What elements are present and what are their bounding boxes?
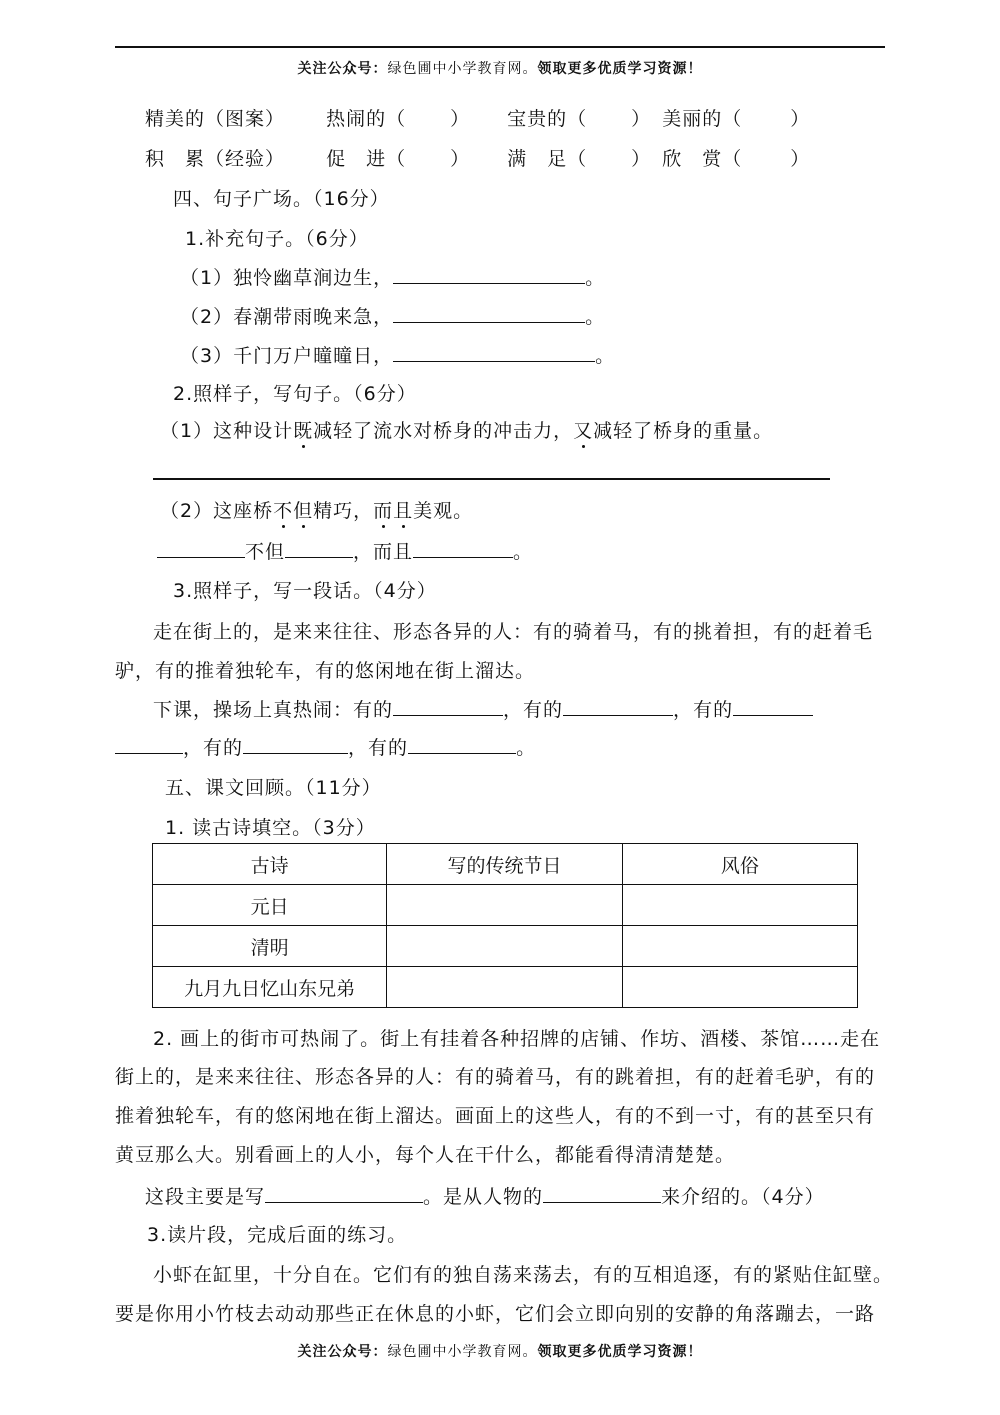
poem-name-cell: 元日 bbox=[153, 885, 387, 926]
table-row bbox=[153, 885, 858, 926]
table-header: 写的传统节日 bbox=[387, 844, 622, 885]
s5-q3-line-2: 要是你用小竹枝去动动那些正在休息的小虾，它们会立即向别的安静的角落蹦去，一路 bbox=[115, 1303, 876, 1325]
answer-cell[interactable] bbox=[622, 885, 857, 926]
answer-blank[interactable] bbox=[563, 697, 673, 716]
table-header: 古诗 bbox=[153, 844, 387, 885]
poem-table bbox=[152, 843, 858, 1008]
s4-q1-item-1: （1）独怜幽草涧边生， 。 bbox=[180, 267, 606, 289]
s4-q2-fill: 不但 ，而且 。 bbox=[157, 537, 533, 564]
s5-q2-line-2: 街上的，是来来往往、形态各异的人：有的骑着马，有的跳着担，有的赶着毛驴，有的 bbox=[115, 1066, 876, 1088]
s4-q1-item-3: （3）千门万户曈曈日， 。 bbox=[180, 345, 616, 367]
s5-q3-line-1: 小虾在缸里，十分自在。它们有的独自荡来荡去，有的互相追逐，有的紧贴住缸壁。 bbox=[153, 1264, 894, 1286]
s4-q2-example-1: （1）这种设计既减轻了流水对桥身的冲击力，又减轻了桥身的重量。 bbox=[160, 420, 774, 442]
table-header-row bbox=[153, 844, 858, 885]
vocab-row-1: 精美的（图案） 热闹的（ ） 宝贵的（ ） 美丽的（ ） bbox=[145, 108, 811, 130]
poem-name-cell: 清明 bbox=[153, 926, 387, 967]
answer-blank[interactable] bbox=[285, 539, 353, 558]
s5-q2-fill: 这段主要是写 。是从人物的 来介绍的。（4分） bbox=[145, 1186, 825, 1208]
s4-q3-title: 3.照样子，写一段话。（4分） bbox=[173, 580, 437, 602]
s4-q2-example-2: （2）这座桥不但精巧，而且美观。 bbox=[160, 500, 474, 522]
answer-blank[interactable] bbox=[408, 735, 516, 754]
s5-q2-line-3: 推着独轮车，有的悠闲地在街上溜达。画面上的这些人，有的不到一寸，有的甚至只有 bbox=[115, 1105, 876, 1127]
s4-q2-title: 2.照样子，写句子。（6分） bbox=[173, 383, 417, 405]
page-footer: 关注公众号：绿色圃中小学教育网。领取更多优质学习资源！ bbox=[297, 1344, 703, 1360]
answer-cell[interactable] bbox=[622, 926, 857, 967]
table-row bbox=[153, 967, 858, 1008]
table-header: 风俗 bbox=[622, 844, 857, 885]
answer-line[interactable] bbox=[153, 478, 830, 480]
s4-q1-item-2: （2）春潮带雨晚来急， 。 bbox=[180, 306, 606, 328]
answer-blank[interactable] bbox=[243, 735, 348, 754]
poem-name-cell: 九月九日忆山东兄弟 bbox=[153, 967, 387, 1008]
s4-q3-example-line-2: 驴，有的推着独轮车，有的悠闲地在街上溜达。 bbox=[115, 660, 536, 682]
section-5-title: 五、课文回顾。（11分） bbox=[165, 777, 382, 799]
s4-q3-prompt-line-2: ，有的 ，有的 。 bbox=[115, 733, 536, 760]
page-header: 关注公众号：绿色圃中小学教育网。领取更多优质学习资源！ bbox=[297, 61, 703, 77]
answer-blank[interactable] bbox=[115, 735, 183, 754]
s4-q3-example-line-1: 走在街上的，是来来往往、形态各异的人：有的骑着马，有的挑着担，有的赶着毛 bbox=[153, 621, 874, 643]
s5-q1-title: 1. 读古诗填空。（3分） bbox=[165, 817, 376, 839]
answer-blank[interactable] bbox=[265, 1184, 423, 1203]
answer-blank[interactable] bbox=[393, 697, 503, 716]
answer-blank[interactable] bbox=[393, 265, 585, 284]
s4-q1-title: 1.补充句子。（6分） bbox=[185, 228, 369, 250]
s5-q3-title: 3.读片段，完成后面的练习。 bbox=[147, 1224, 408, 1246]
answer-blank[interactable] bbox=[543, 1184, 661, 1203]
answer-blank[interactable] bbox=[393, 304, 585, 323]
s5-q2-line-4: 黄豆那么大。别看画上的人小，每个人在干什么，都能看得清清楚楚。 bbox=[115, 1144, 736, 1166]
s4-q3-prompt-line-1: 下课，操场上真热闹：有的 ，有的 ，有的 bbox=[153, 695, 813, 722]
answer-blank[interactable] bbox=[733, 697, 813, 716]
table-row bbox=[153, 926, 858, 967]
header-rule bbox=[115, 46, 885, 48]
section-4-title: 四、句子广场。（16分） bbox=[173, 188, 390, 210]
answer-cell[interactable] bbox=[387, 885, 622, 926]
answer-blank[interactable] bbox=[157, 539, 245, 558]
s5-q2-line-1: 2. 画上的街市可热闹了。街上有挂着各种招牌的店铺、作坊、酒楼、茶馆……走在 bbox=[153, 1028, 881, 1050]
answer-cell[interactable] bbox=[387, 926, 622, 967]
answer-blank[interactable] bbox=[393, 343, 595, 362]
answer-cell[interactable] bbox=[622, 967, 857, 1008]
vocab-row-2: 积 累（经验） 促 进（ ） 满 足（ ） 欣 赏（ ） bbox=[145, 148, 811, 170]
answer-blank[interactable] bbox=[413, 539, 513, 558]
answer-cell[interactable] bbox=[387, 967, 622, 1008]
